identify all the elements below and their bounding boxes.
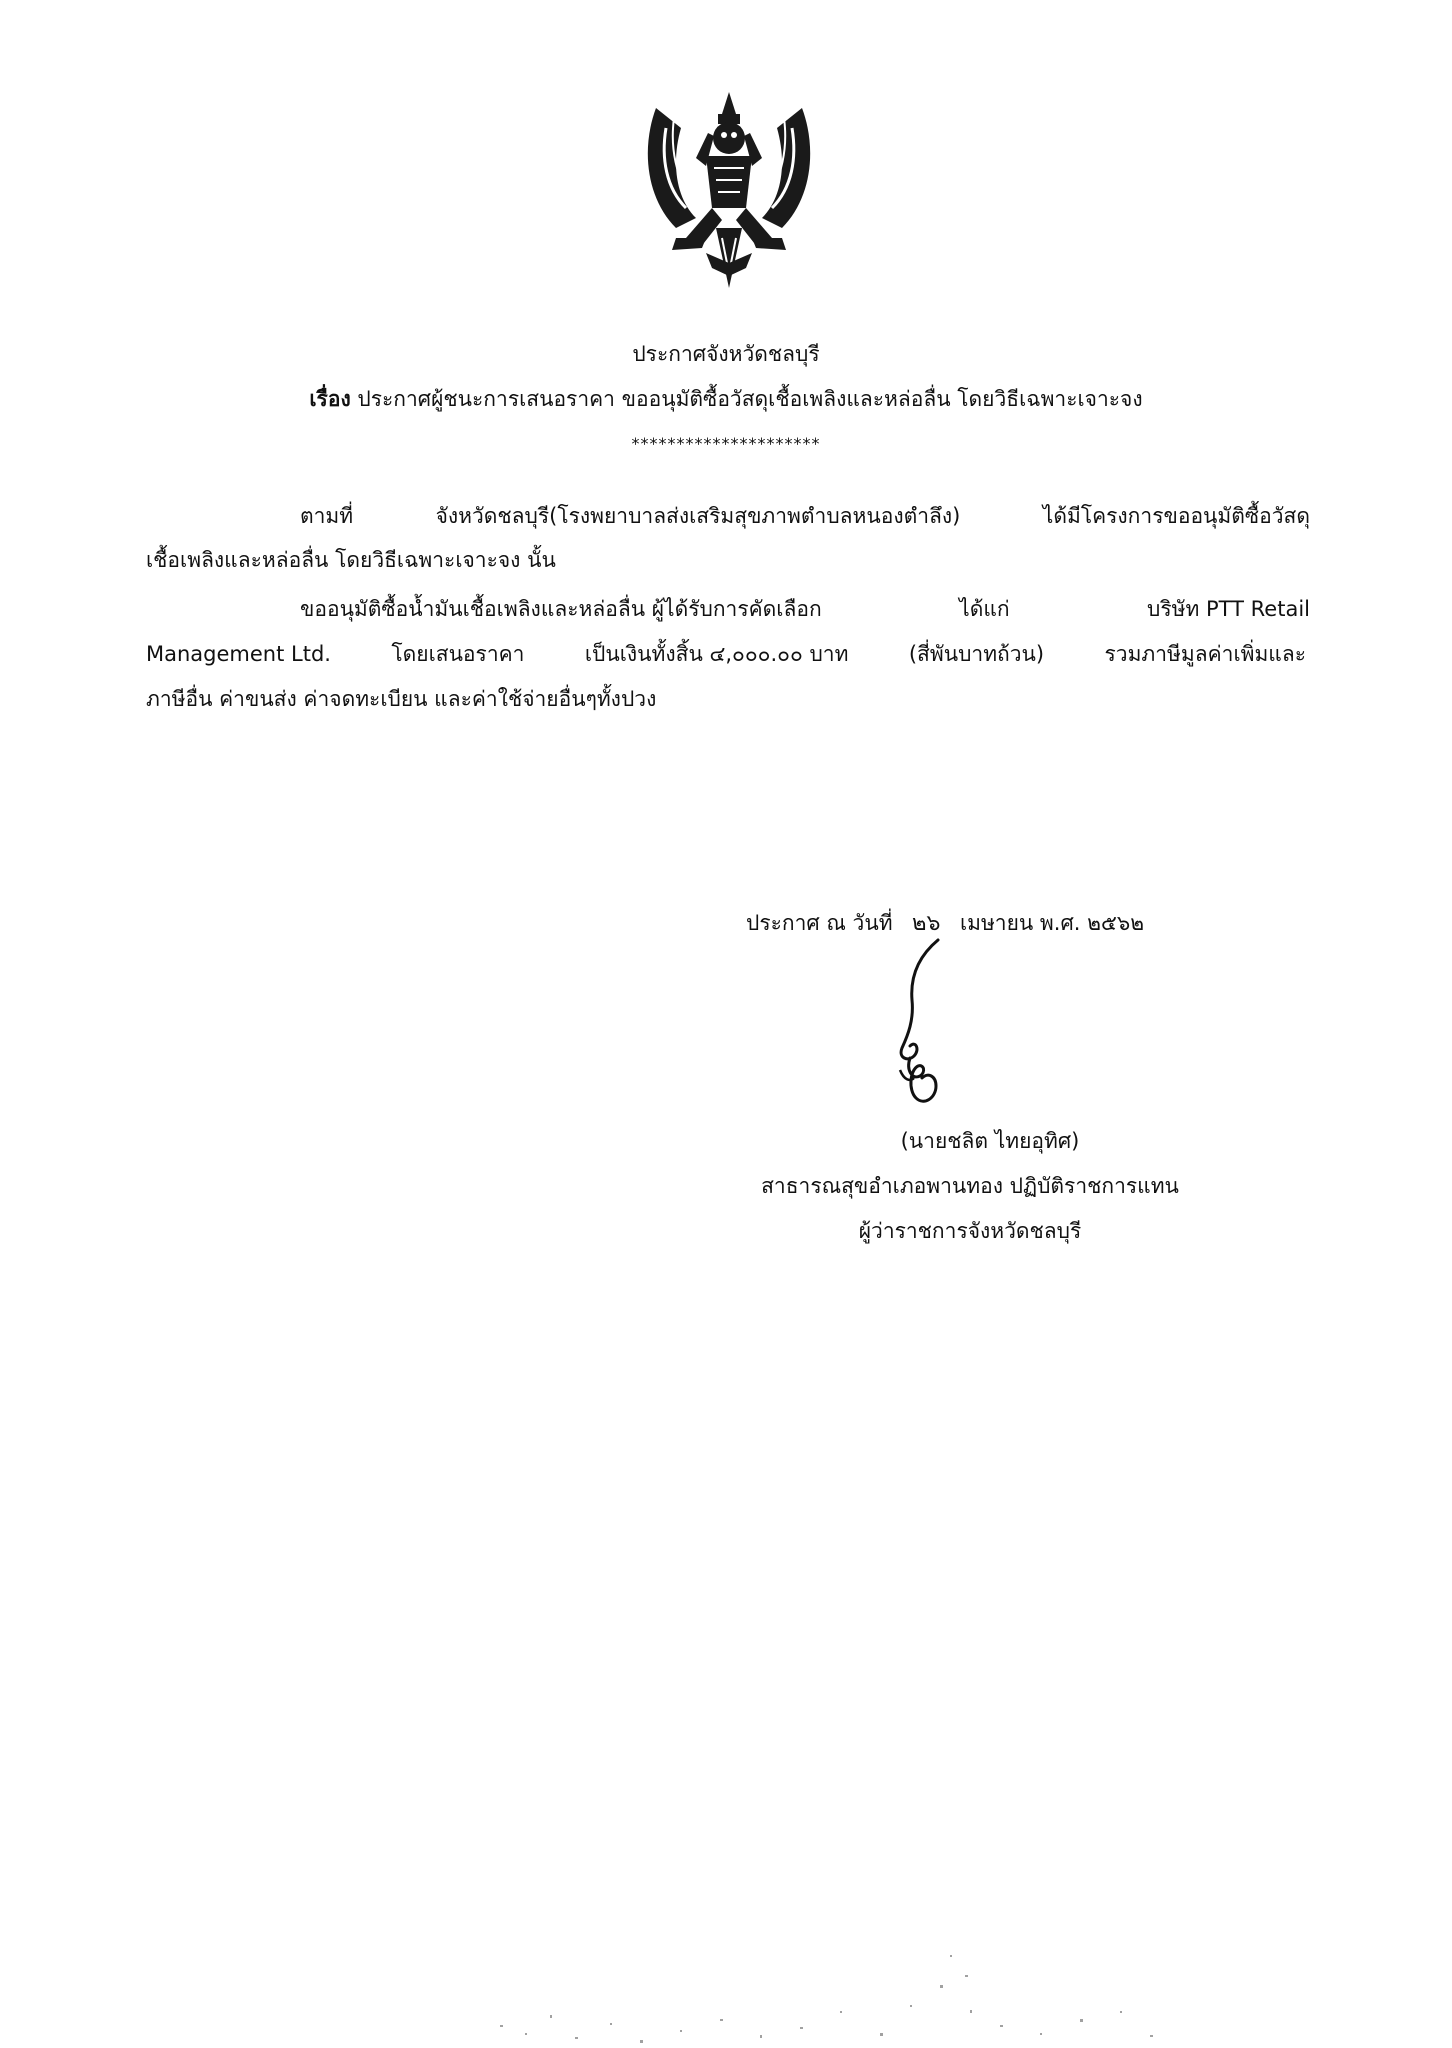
paragraph2-line3: ภาษีอื่น ค่าขนส่ง ค่าจดทะเบียน และค่าใช้จ่ายอื่นๆทั้งปวง — [146, 687, 657, 711]
text-segment: จังหวัดชลบุรี(โรงพยาบาลส่งเสริมสุขภาพตำบลหนองตำลึง) — [435, 504, 961, 528]
subject-label: เรื่อง — [309, 387, 351, 411]
text-segment: โดยเสนอราคา — [391, 642, 525, 666]
signer-position: สาธารณสุขอำเภอพานทอง ปฏิบัติราชการแทน — [761, 1174, 1179, 1198]
date-prefix: ประกาศ ณ วันที่ — [746, 911, 893, 935]
text-segment: รวมภาษีมูลค่าเพิ่มและ — [1104, 642, 1306, 666]
text-segment: เป็นเงินทั้งสิ้น ๔,๐๐๐.๐๐ บาท — [584, 642, 849, 666]
date-suffix: เมษายน พ.ศ. ๒๕๖๒ — [959, 911, 1145, 935]
text-segment: ได้แก่ — [959, 597, 1010, 621]
paragraph2-line1 — [300, 593, 1310, 625]
text-segment: (สี่พันบาทถ้วน) — [908, 642, 1045, 666]
paragraph1-line1 — [300, 500, 1310, 532]
signer-role: ผู้ว่าราชการจังหวัดชลบุรี — [858, 1219, 1082, 1243]
signer-name: (นายชลิต ไทยอุทิศ) — [900, 1129, 1080, 1153]
date-day: ๒๖ — [912, 911, 941, 936]
paragraph1-line2: เชื้อเพลิงและหล่อลื่น โดยวิธีเฉพาะเจาะจง นั้น — [146, 548, 556, 572]
separator: ********************* — [631, 434, 821, 453]
paragraph2-line2 — [146, 638, 1306, 670]
handwritten-signature-icon — [880, 930, 970, 1120]
page-title: ประกาศจังหวัดชลบุรี — [632, 342, 820, 366]
garuda-emblem-icon — [636, 88, 822, 300]
text-segment: บริษัท PTT Retail — [1147, 597, 1310, 621]
text-segment: Management Ltd. — [146, 642, 331, 666]
scan-noise — [480, 1915, 1180, 2048]
text-segment: ขออนุมัติซื้อน้ำมันเชื้อเพลิงและหล่อลื่น ผู้ได้รับการคัดเลือก — [300, 597, 822, 621]
subject-line — [0, 383, 1452, 415]
text-segment: ได้มีโครงการขออนุมัติซื้อวัสดุ — [1042, 504, 1310, 528]
subject-text: ประกาศผู้ชนะการเสนอราคา ขออนุมัติซื้อวัสดุเชื้อเพลิงและหล่อลื่น โดยวิธีเฉพาะเจาะจง — [357, 387, 1143, 411]
text-segment: ตามที่ — [300, 504, 354, 528]
